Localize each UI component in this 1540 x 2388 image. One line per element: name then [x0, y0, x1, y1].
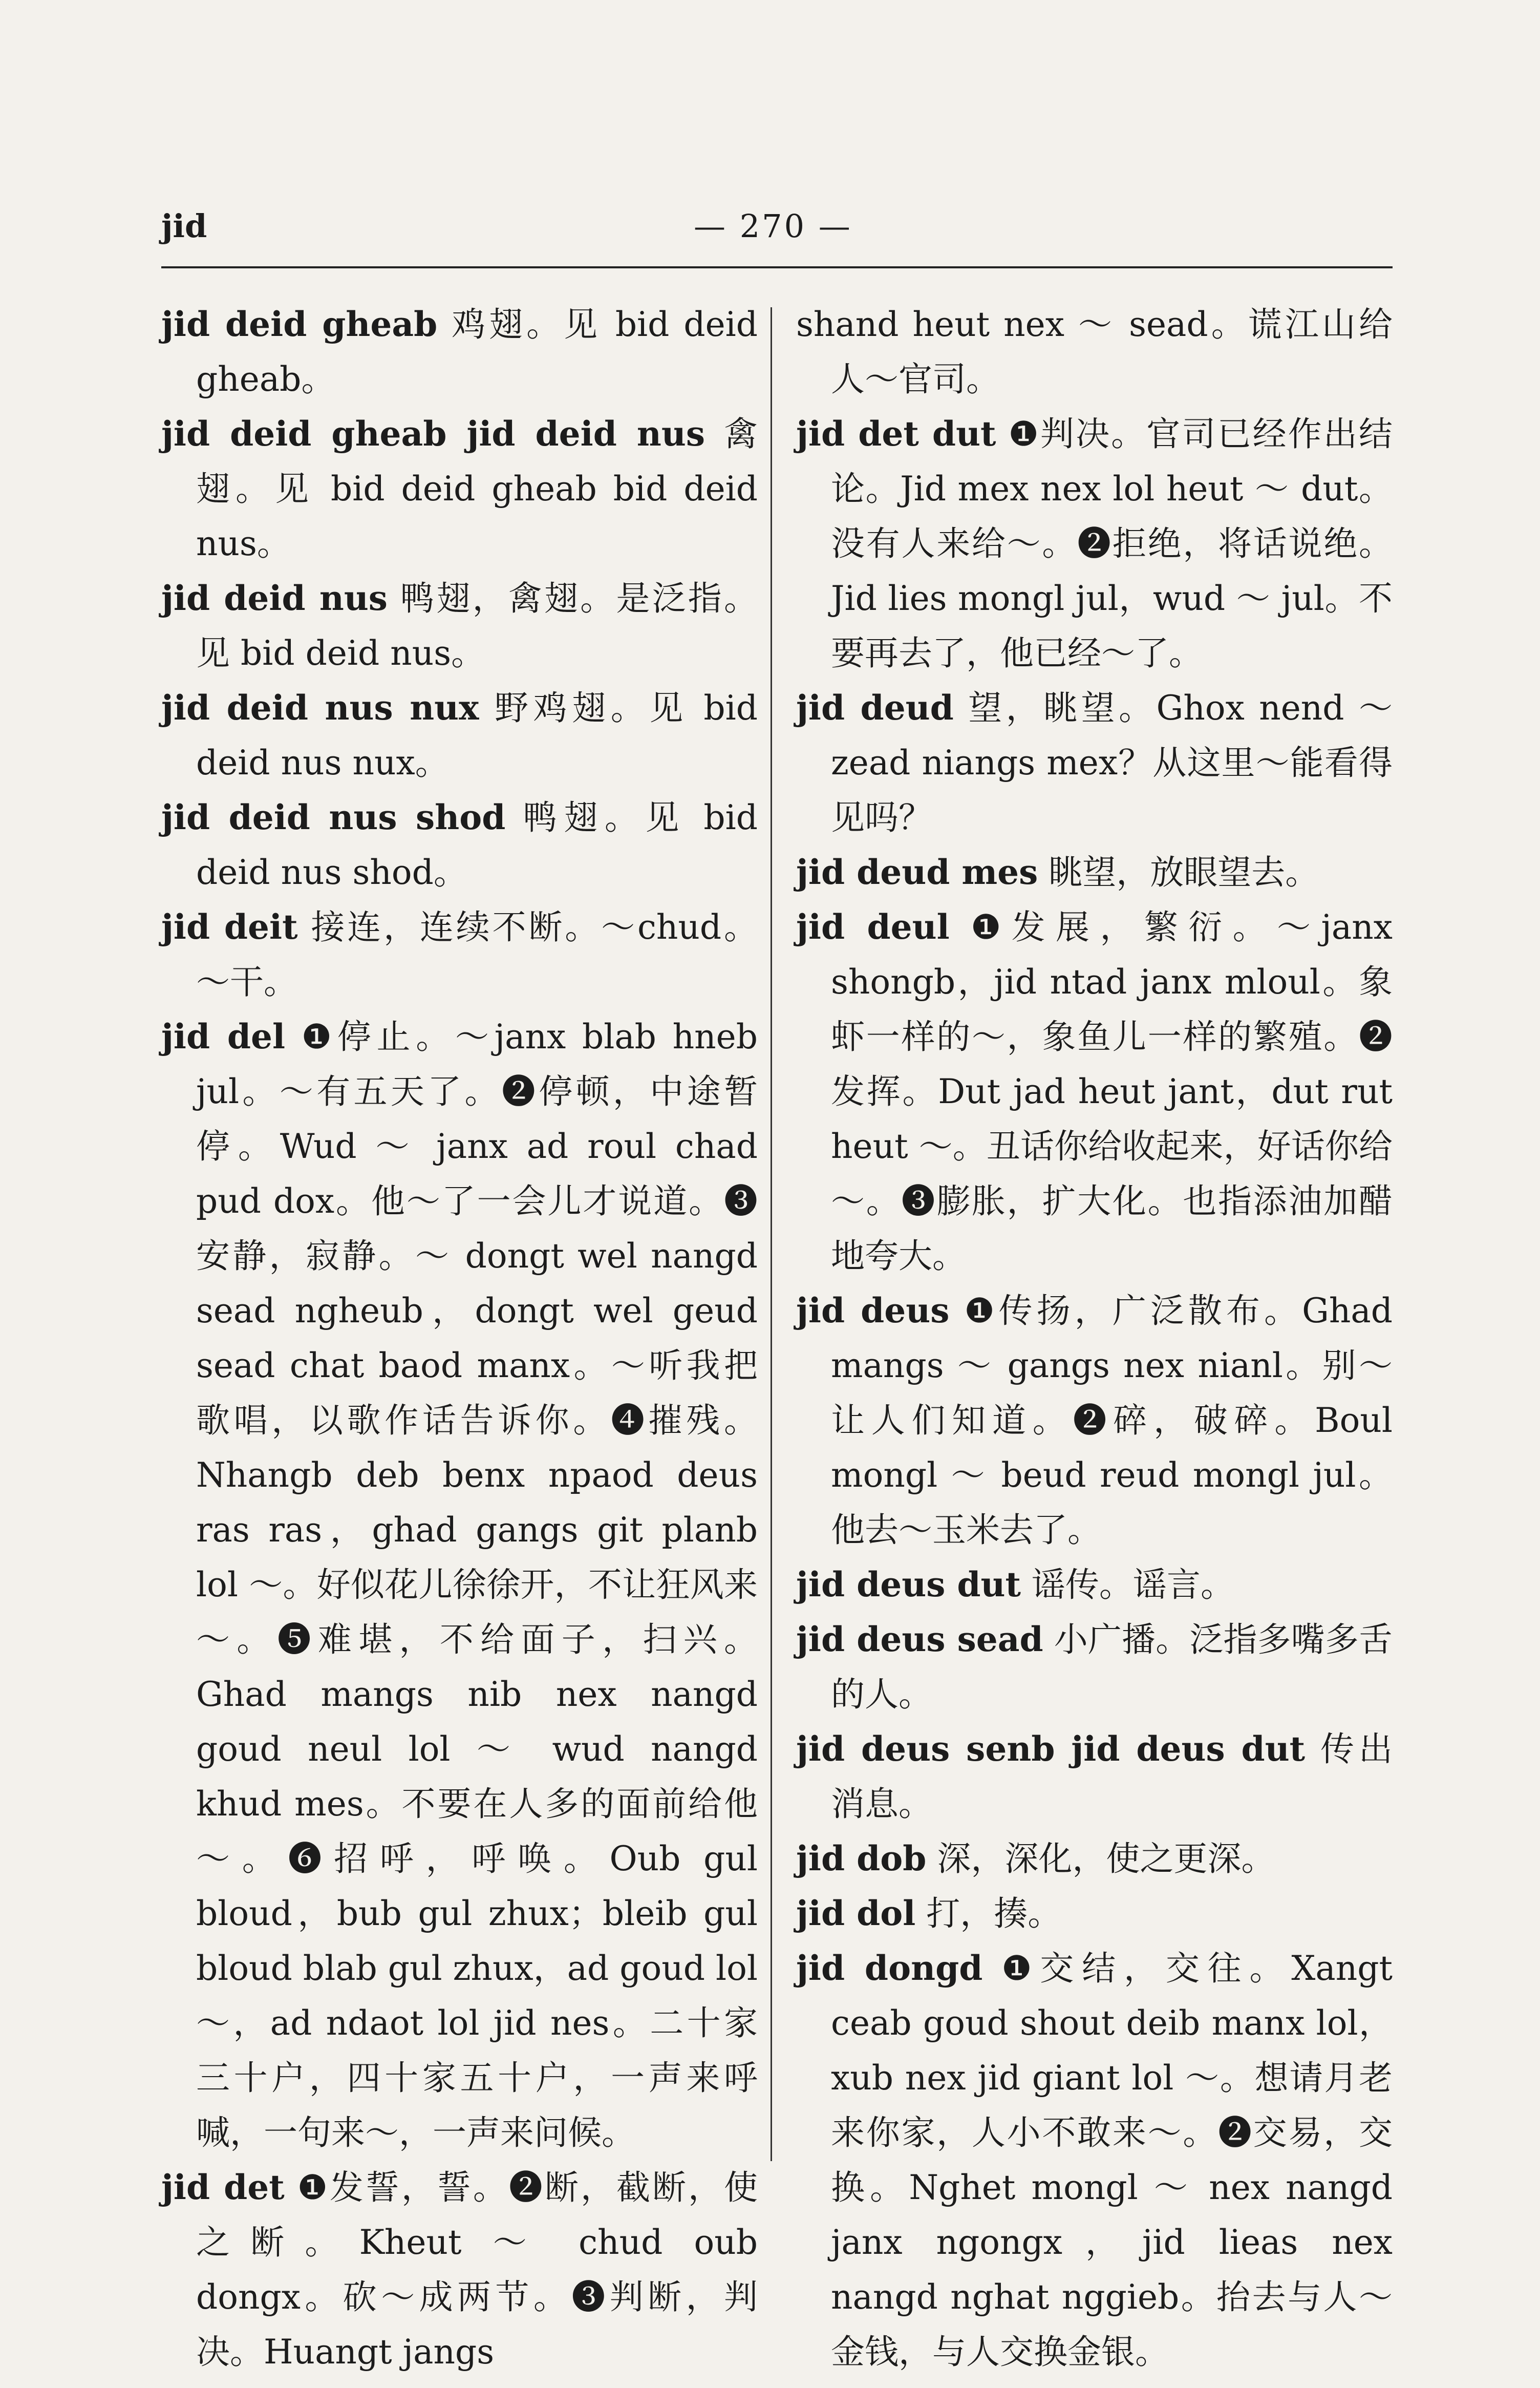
- entry-definition: 鸭翅。见 bid deid nus shod。: [196, 798, 758, 892]
- entry-headword: jid deud mes: [796, 852, 1038, 892]
- dictionary-entry: [796, 900, 1393, 1283]
- entry-definition: ❶停止。～janx blab hneb jul。～有五天了。❷停顿，中途暂停。Wud ～ janx ad roul chad pud dox。他～了一会儿才说道。❸安静，寂静。～ dongt wel nangd sead ngheub，dongt wel geud sead chat baod manx。～听我把歌唱，以歌作话告诉你。❹摧残。Nhangb deb benx npaod deus ras ras，ghad gangs git planb lol ～。好似花儿徐徐开，不让狂风来～。❺难堪，不给面子，扫兴。Ghad mangs nib nex nangd goud neul lol ～ wud nangd khud mes。不要在人多的面前给他～。❻招呼，呼唤。Oub gul bloud，bub gul zhux；bleib gul bloud blab gul zhux，ad goud lol ～，ad ndaot lol jid nes。二十家三十户，四十家五十户，一声来呼喊，一句来～，一声来问候。: [196, 1017, 758, 2152]
- page-header: [161, 197, 1393, 259]
- dictionary-entry: [796, 407, 1393, 681]
- entry-headword: jid det dut: [796, 414, 996, 454]
- entry-headword: jid deus dut: [796, 1565, 1021, 1604]
- entry-definition: ❶发誓，誓。❷断，截断，使之断。Kheut ～ chud oub dongx。砍～成两节。❸判断，判决。Huangt jangs: [196, 2168, 758, 2372]
- entry-definition: 眺望，放眼望去。: [1038, 853, 1319, 892]
- entry-definition: ❶判决。官司已经作出结论。Jid mex nex lol heut ～ dut。没有人来给～。❷拒绝，将话说绝。Jid lies mongl jul，wud ～ jul。不要再去了，他已经～了。: [831, 414, 1393, 673]
- dictionary-entry: [796, 1722, 1393, 1831]
- dictionary-entry: [796, 1283, 1393, 1557]
- dictionary-entry: [161, 571, 758, 681]
- dictionary-entry: [161, 1009, 758, 2160]
- entry-definition: 鸭翅，禽翅。是泛指。见 bid deid nus。: [196, 579, 758, 673]
- running-headword: jid: [161, 207, 207, 245]
- entry-definition: 望，眺望。Ghox nend ～ zead niangs mex？从这里～能看得见吗？: [831, 688, 1393, 837]
- header-rule: [161, 266, 1393, 268]
- entry-headword: jid deid gheab jid deid nus: [161, 414, 705, 454]
- entry-definition: 谣传。谣言。: [1020, 1565, 1234, 1604]
- entry-definition: 鸡翅。见 bid deid gheab。: [196, 305, 758, 399]
- entry-headword: jid deus senb jid deus dut: [796, 1729, 1306, 1769]
- entry-definition: ❶传扬，广泛散布。Ghad mangs ～ gangs nex nianl。别～让人们知道。❷碎，破碎。Boul mongl ～ beud reud mongl jul。他去～玉米去了。: [831, 1291, 1393, 1550]
- dictionary-entry: [796, 1831, 1393, 1886]
- entry-headword: jid dongd: [796, 1948, 983, 1988]
- entry-definition: ❶发展，繁衍。～janx shongb，jid ntad janx mloul。象虾一样的～，象鱼儿一样的繁殖。❷发挥。Dut jad heut jant，dut rut heut ～。丑话你给收起来，好话你给～。❸膨胀，扩大化。也指添油加醋地夸大。: [831, 907, 1393, 1276]
- entry-definition: ❶交结，交往。Xangt ceab goud shout deib manx lol，xub nex jid giant lol ～。想请月老来你家，人小不敢来～。❷交易，交换。Nghet mongl ～ nex nangd janx ngongx，jid lieas nex nangd nghat nggieb。抬去与人～金钱，与人交换金银。: [831, 1949, 1393, 2372]
- dictionary-entry: [796, 1941, 1393, 2379]
- entry-headword: jid deus: [796, 1291, 950, 1330]
- column-divider: [771, 307, 772, 2161]
- entry-headword: jid det: [161, 2167, 285, 2207]
- entry-continuation: [796, 297, 1393, 407]
- entry-definition: shand heut nex ～ sead。谎江山给人～官司。: [796, 305, 1393, 399]
- entry-headword: jid deus sead: [796, 1619, 1043, 1659]
- right-column: [796, 297, 1393, 2379]
- dictionary-entry: [161, 790, 758, 900]
- entry-headword: jid deid nus shod: [161, 797, 506, 837]
- entry-headword: jid deid gheab: [161, 304, 438, 344]
- entry-definition: 打，揍。: [915, 1894, 1062, 1933]
- entry-headword: jid deul: [796, 907, 950, 947]
- dictionary-entry: [161, 297, 758, 407]
- dictionary-entry: [161, 407, 758, 571]
- dictionary-entry: [161, 2160, 758, 2379]
- entry-headword: jid deid nus nux: [161, 688, 479, 728]
- dictionary-entry: [161, 900, 758, 1009]
- entry-definition: 接连，连续不断。～chud。～干。: [196, 907, 758, 1002]
- entry-headword: jid deid nus: [161, 578, 388, 618]
- entry-headword: jid deud: [796, 688, 954, 728]
- dictionary-entry: [796, 1886, 1393, 1941]
- entry-definition: 禽翅。见 bid deid gheab bid deid nus。: [196, 414, 758, 563]
- entry-definition: 小广播。泛指多嘴多舌的人。: [831, 1620, 1393, 1714]
- entry-headword: jid del: [161, 1017, 286, 1056]
- entry-headword: jid dol: [796, 1893, 916, 1933]
- entry-definition: 传出消息。: [831, 1729, 1393, 1824]
- left-column: [161, 297, 758, 2379]
- dictionary-entry: [796, 1612, 1393, 1722]
- dictionary-entry: [796, 681, 1393, 845]
- dictionary-entry: [796, 845, 1393, 900]
- entry-headword: jid deit: [161, 907, 298, 947]
- entry-definition: 野鸡翅。见 bid deid nus nux。: [196, 688, 758, 783]
- entry-definition: 深，深化，使之更深。: [926, 1839, 1275, 1878]
- entry-headword: jid dob: [796, 1838, 927, 1878]
- page-number: — 270 —: [694, 207, 852, 245]
- dictionary-entry: [161, 681, 758, 790]
- dictionary-entry: [796, 1557, 1393, 1612]
